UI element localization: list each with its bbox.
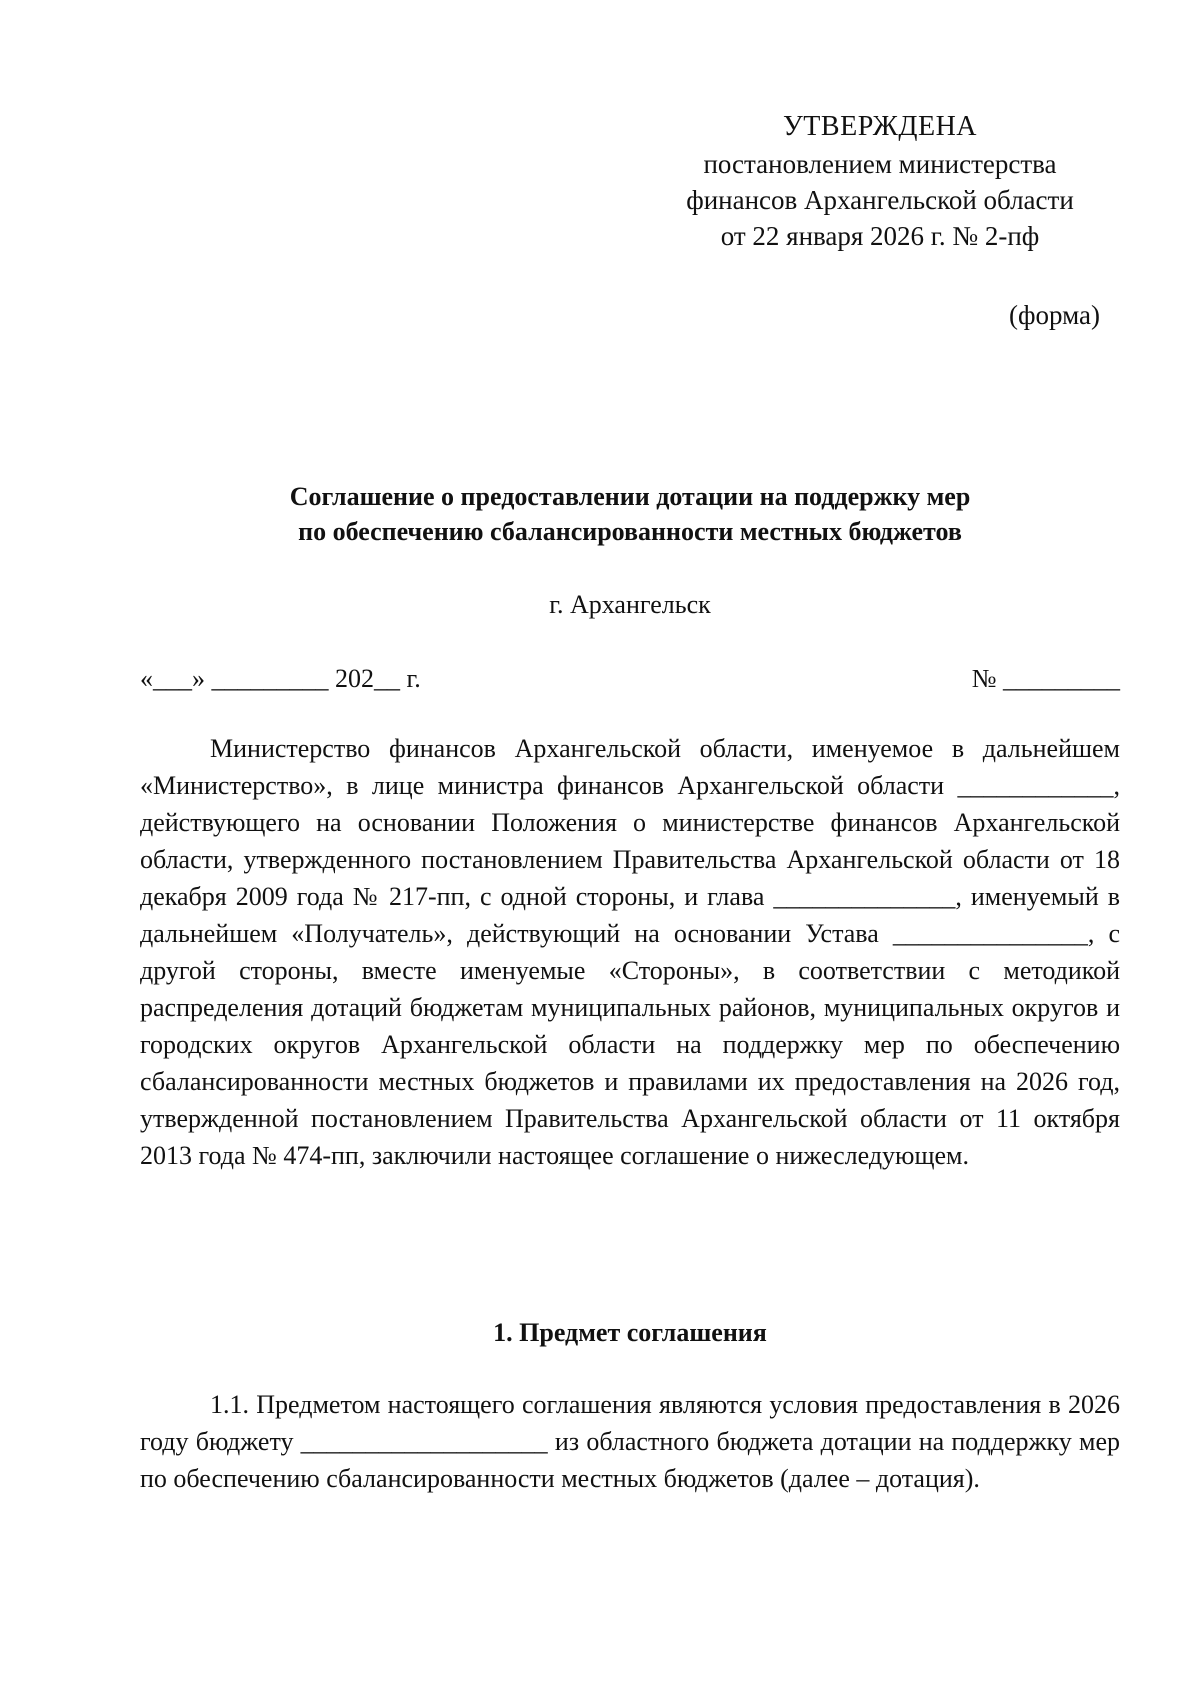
approval-stamp bbox=[660, 108, 1100, 254]
document-title-line-1: Соглашение о предоставлении дотации на поддержку мер bbox=[289, 482, 971, 511]
form-mark: (форма) bbox=[1009, 300, 1100, 330]
intro-paragraph: Министерство финансов Архангельской области, именуемое в дальнейшем «Министерство», в лице министра финансов Архангельской области ____________, действующего на основании Положения о министерстве финансов Архангельской области, утвержденного постановлением Правительства Архангельской области от 18 декабря 2009 года № 217-пп, с одной стороны, и глава ______________, именуемый в дальнейшем «Получатель», действующий на основании Устава _______________, с другой стороны, вместе именуемые «Стороны», в соответствии с методикой распределения дотаций бюджетам муниципальных районов, муниципальных округов и городских округов Архангельской области на поддержку мер по обеспечению сбалансированности местных бюджетов и правилами их предоставления на 2026 год, утвержденной постановлением Правительства Архангельской области от 11 октября 2013 года № 474-пп, заключили настоящее соглашение о нижеследующем. bbox=[140, 734, 1120, 1170]
document-title-line-2: по обеспечению сбалансированности местных бюджетов bbox=[298, 516, 962, 546]
approval-line-3: от 22 января 2026 г. № 2-пф bbox=[720, 220, 1040, 251]
date-number-row bbox=[140, 664, 1120, 694]
approval-line-1: постановлением министерства bbox=[703, 148, 1057, 179]
document-title bbox=[140, 480, 1120, 549]
number-field: № _________ bbox=[971, 664, 1120, 693]
date-field: «___» _________ 202__ г. bbox=[140, 664, 421, 693]
approval-title: УТВЕРЖДЕНА bbox=[782, 111, 978, 142]
approval-line-2: финансов Архангельской области bbox=[686, 184, 1074, 215]
clause-1-1: 1.1. Предметом настоящего соглашения являются условия предоставления в 2026 году бюджету ___________________ из областного бюджета дотации на поддержку мер по обеспечению сбалансированности местных бюджетов (далее – дотация). bbox=[140, 1390, 1120, 1493]
document-city: г. Архангельск bbox=[549, 590, 711, 619]
section-1-title: 1. Предмет соглашения bbox=[493, 1318, 767, 1347]
